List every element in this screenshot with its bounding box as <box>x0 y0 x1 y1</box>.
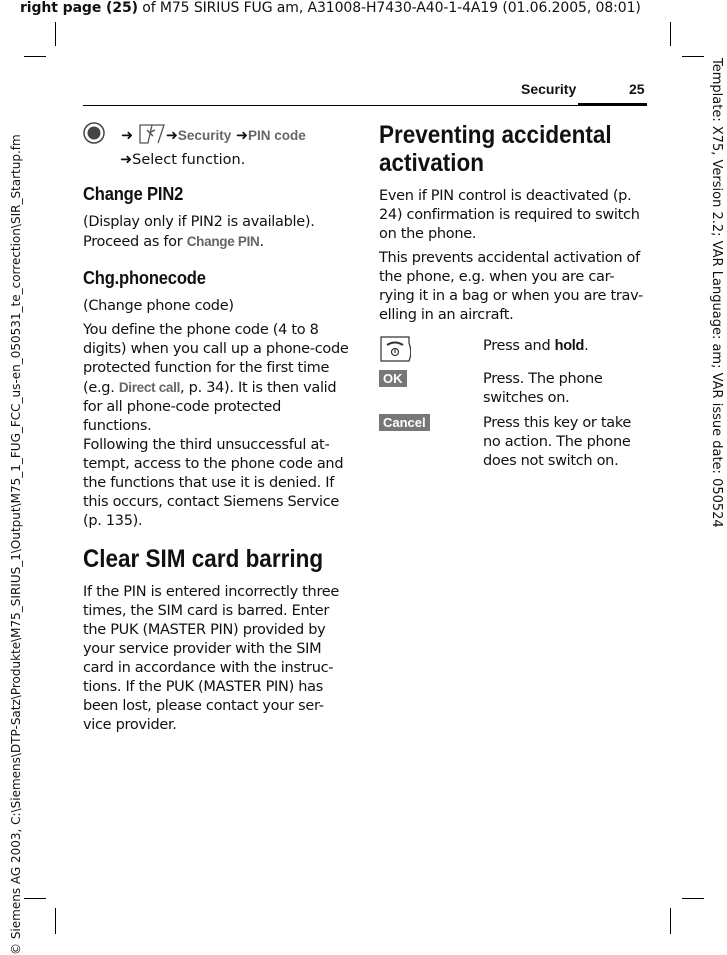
running-head-title: Security <box>521 81 577 97</box>
hold-text: hold <box>554 338 585 354</box>
page-number: 25 <box>629 81 645 97</box>
crop-mark <box>682 898 704 899</box>
body-text: Press and <box>483 338 555 354</box>
crop-mark <box>55 908 56 934</box>
key-row-cancel <box>379 414 643 474</box>
left-column <box>83 122 349 740</box>
phonecode-note: (Change phone code) <box>83 298 234 314</box>
direct-call-ref: Direct call <box>118 380 181 395</box>
menu-path <box>83 122 349 170</box>
key-row-end-call <box>379 335 643 365</box>
arrow-icon: ➜ <box>121 128 134 144</box>
template-side-note: Template: X75, Version 2.2; VAR Language: am; VAR issue date: 050524 <box>709 58 724 528</box>
key-row-text <box>483 337 648 356</box>
menu-pin-code-ref: PIN code <box>247 128 306 143</box>
crop-mark <box>24 56 46 57</box>
phonecode-text <box>83 321 349 436</box>
navigation-key-icon <box>83 122 105 150</box>
crop-mark <box>682 56 704 57</box>
crop-mark <box>24 898 46 899</box>
arrow-icon: ➜ <box>120 152 133 168</box>
body-text: . <box>584 338 589 354</box>
header-rule-accent <box>578 103 647 106</box>
body-text: You define the phone code (4 to 8 digits) when you call up a phone-code protected function for the first time (e.g. <box>83 322 349 396</box>
crop-mark <box>670 908 671 934</box>
section-heading: Clear SIM card barring <box>83 545 324 573</box>
print-header-info: of M75 SIRIUS FUG am, A31008-H7430-A40-1-4A19 (01.06.2005, 08:01) <box>137 0 641 16</box>
copyright-side-note: © Siemens AG 2003, C:\Siemens\DTP-Satz\Produkte\M75_SIRIUS_1\Output\M75_1_FUG_FCC_us-en_050531_te_correction\SIR_Startup.fm <box>8 134 23 955</box>
change-pin-ref: Change PIN <box>186 234 260 249</box>
settings-wrench-icon <box>138 123 166 151</box>
crop-mark <box>55 22 56 46</box>
end-call-key-icon <box>379 335 411 367</box>
select-function-text: Select function. <box>132 152 246 168</box>
clear-sim-text: If the PIN is entered incorrectly three times, the SIM card is barred. Enter the PUK (MASTER PIN) provided by your service provider with the SIM card in accordance with the instruc-tions. If the PUK (MASTER PIN) has been lost, please contact your ser-vice provider. <box>83 584 340 733</box>
arrow-icon: ➜ <box>235 128 248 144</box>
menu-security-ref: Security <box>177 128 232 143</box>
crop-mark <box>670 22 671 46</box>
body-text: . <box>259 234 264 250</box>
arrow-icon: ➜ <box>165 128 178 144</box>
body-text: (Display only if PIN2 is available). Proceed as for <box>83 214 315 250</box>
change-pin2-text <box>83 213 349 252</box>
cancel-softkey-label: Cancel <box>379 414 430 431</box>
print-header-page: right page (25) <box>20 0 138 16</box>
print-header <box>20 0 641 16</box>
body-text: This prevents accidental activation of the phone, e.g. when you are car-rying it in a bag or when you are trav-elling in an aircraft. <box>379 250 643 323</box>
header-rule <box>83 105 647 106</box>
section-heading: Change PIN2 <box>83 184 184 204</box>
key-row-text: Press. The phone switches on. <box>483 371 603 406</box>
ok-softkey-label: OK <box>379 370 407 387</box>
body-text: , p. 34). It is then valid for all phone-code protected functions. <box>83 380 337 434</box>
key-row-text: Press this key or take no action. The phone does not switch on. <box>483 415 632 469</box>
phonecode-denied-text: Following the third unsuccessful at-tempt, access to the phone code and the functions that use it is denied. If this occurs, contact Siemens Service (p. 135). <box>83 437 344 529</box>
section-heading: Preventing accidental activation <box>379 121 612 177</box>
body-text: Even if PIN control is deactivated (p. 24) confirmation is required to switch on the phone. <box>379 188 640 242</box>
section-heading: Chg.phonecode <box>83 268 206 288</box>
right-column <box>379 108 643 330</box>
key-row-ok <box>379 370 643 410</box>
